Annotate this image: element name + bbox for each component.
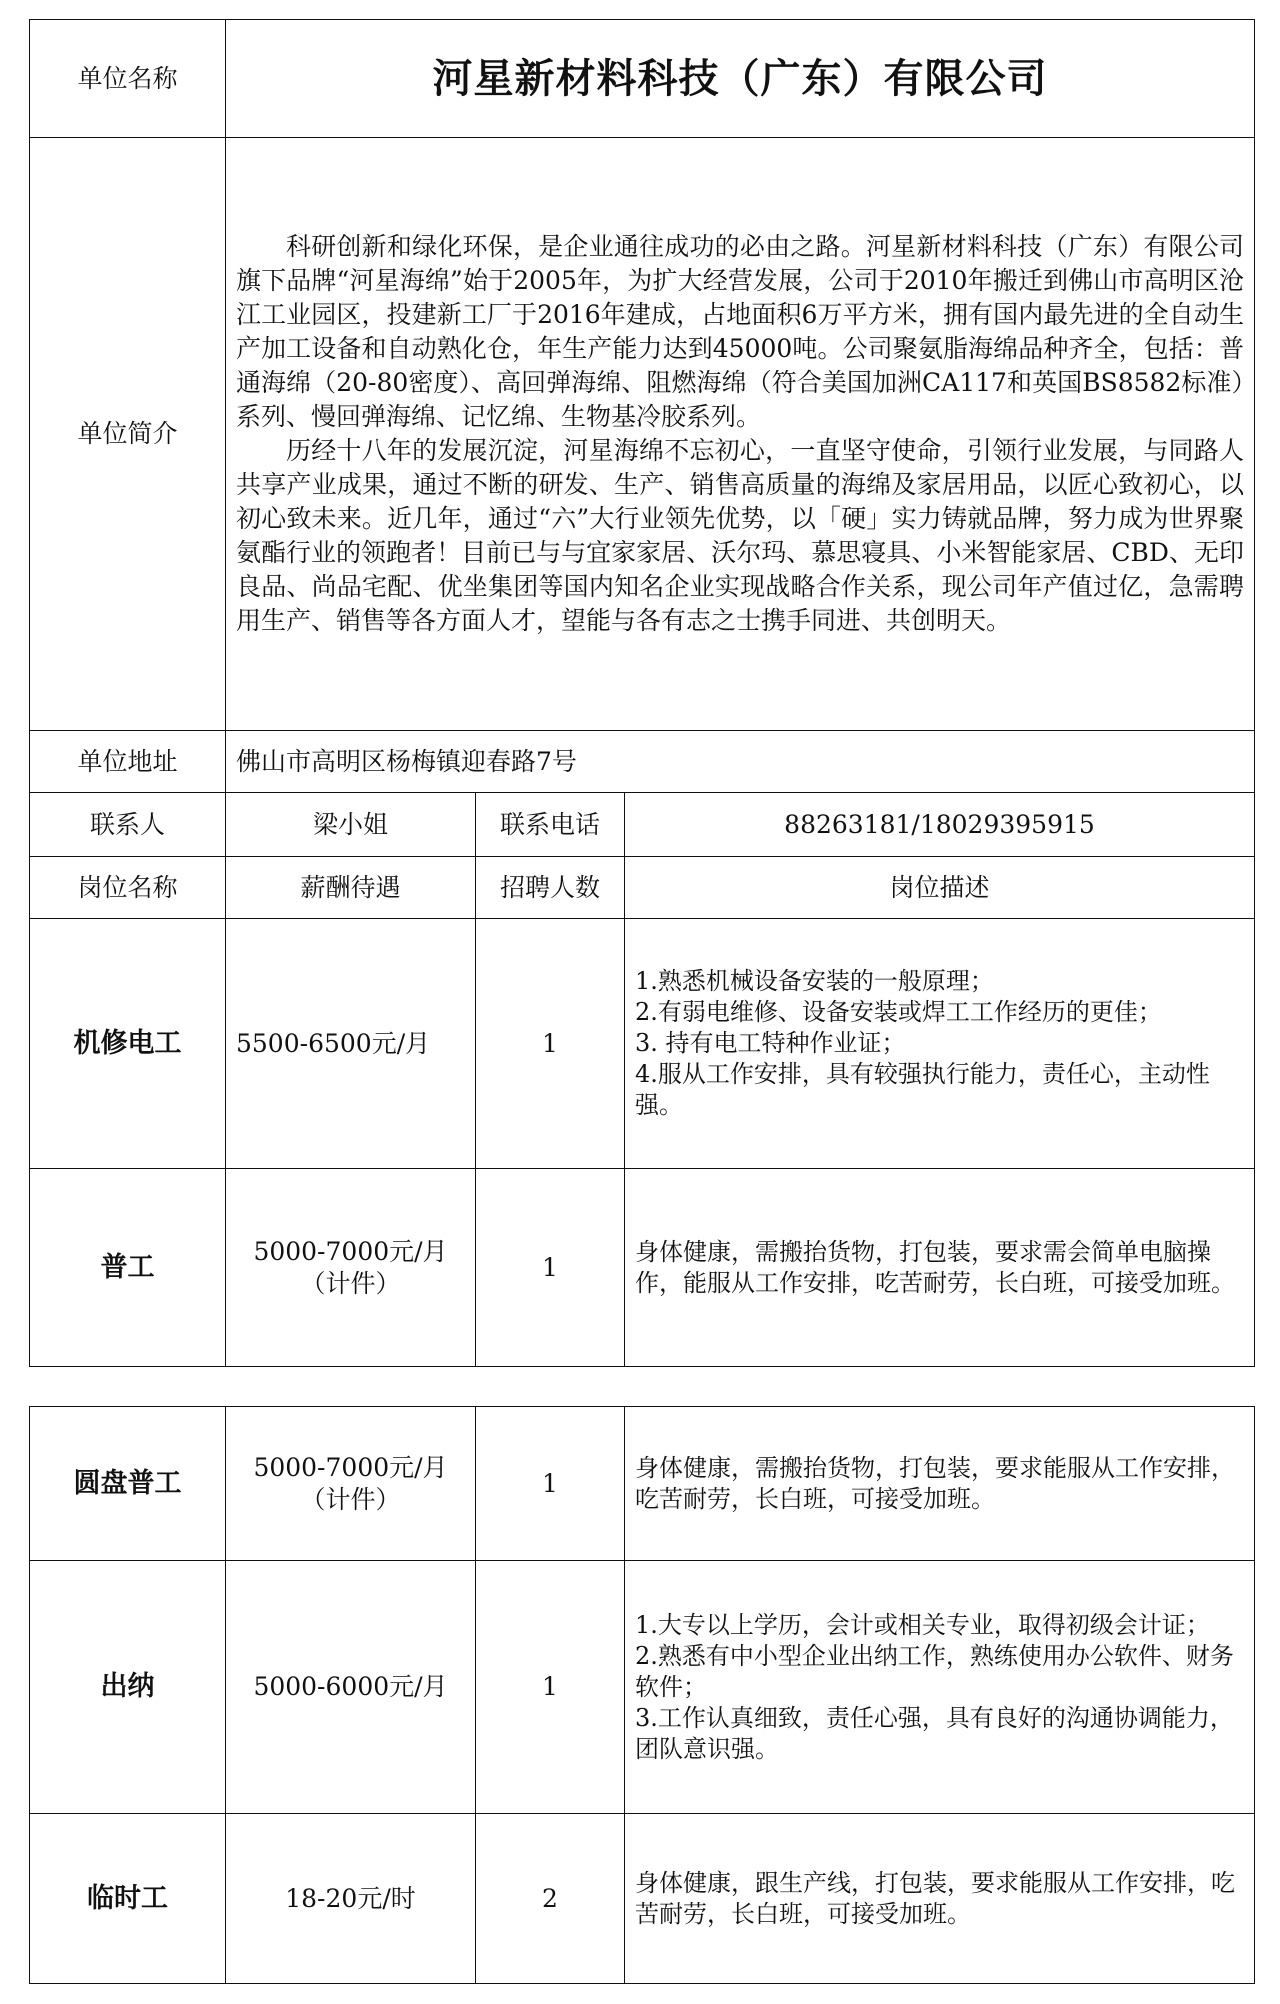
contact-row: [30, 793, 1255, 857]
job-desc-line: 3.工作认真细致，责任心强，具有良好的沟通协调能力，团队意识强。: [635, 1703, 1234, 1763]
job-salary: 5500-6500元/月: [226, 919, 476, 1169]
job-name: 普工: [30, 1169, 226, 1367]
address-row: [30, 731, 1255, 793]
job-name: 机修电工: [30, 919, 226, 1169]
job-salary: [226, 1169, 476, 1367]
job-desc-line: 身体健康，需搬抬货物，打包装，要求需会简单电脑操作，能服从工作安排，吃苦耐劳，长白班，可接受加班。: [635, 1237, 1235, 1297]
company-name: 河星新材料科技（广东）有限公司: [226, 20, 1255, 138]
phone-label: 联系电话: [476, 793, 625, 857]
table-row: [30, 1169, 1255, 1367]
job-desc-line: 身体健康，需搬抬货物，打包装，要求能服从工作安排，吃苦耐劳，长白班，可接受加班。: [635, 1453, 1235, 1513]
job-salary: 5000-6000元/月: [226, 1561, 476, 1814]
job-desc-line: 3. 持有电工特种作业证；: [635, 1029, 906, 1057]
header-desc: 岗位描述: [625, 857, 1255, 919]
company-name-label: 单位名称: [30, 20, 226, 138]
job-name: 出纳: [30, 1561, 226, 1814]
job-salary: 18-20元/时: [226, 1814, 476, 1984]
job-salary-note: （计件）: [300, 1268, 401, 1298]
job-desc-line: 2.熟悉有中小型企业出纳工作，熟练使用办公软件、财务软件；: [635, 1641, 1234, 1701]
job-salary: [226, 1407, 476, 1561]
job-salary-note: （计件）: [300, 1484, 401, 1514]
contact-label: 联系人: [30, 793, 226, 857]
header-count: 招聘人数: [476, 857, 625, 919]
job-count: 2: [476, 1814, 625, 1984]
job-desc-line: 1.大专以上学历，会计或相关专业，取得初级会计证；: [635, 1610, 1210, 1639]
company-intro-label: 单位简介: [30, 138, 226, 731]
table-row: [30, 1814, 1255, 1984]
address-value: 佛山市高明区杨梅镇迎春路7号: [226, 731, 1255, 793]
job-count: 1: [476, 1169, 625, 1367]
jobs-table-continued: [29, 1406, 1255, 1984]
company-name-row: [30, 20, 1255, 138]
table-row: [30, 1407, 1255, 1561]
table-row: [30, 1561, 1255, 1814]
company-info-table: [29, 19, 1255, 1367]
job-desc: [625, 919, 1255, 1169]
header-salary: 薪酬待遇: [226, 857, 476, 919]
address-label: 单位地址: [30, 731, 226, 793]
job-salary-amount: 5000-7000元/月: [253, 1452, 448, 1482]
phone-value: 88263181/18029395915: [625, 793, 1255, 857]
header-position: 岗位名称: [30, 857, 226, 919]
job-count: 1: [476, 919, 625, 1169]
intro-paragraph-2: 历经十八年的发展沉淀，河星海绵不忘初心，一直坚守使命，引领行业发展，与同路人共享产业成果，通过不断的研发、生产、销售高质量的海绵及家居用品，以匠心致初心，以初心致未来。近几年，通过“六”大行业领先优势，以「硬」实力铸就品牌，努力成为世界聚氨酯行业的领跑者！目前已与与宜家家居、沃尔玛、慕思寝具、小米智能家居、CBD、无印良品、尚品宅配、优坐集团等国内知名企业实现战略合作关系，现公司年产值过亿，急需聘用生产、销售等各方面人才，望能与各有志之士携手同进、共创明天。: [236, 436, 1244, 635]
contact-value: 梁小姐: [226, 793, 476, 857]
company-intro-row: [30, 138, 1255, 731]
job-count: 1: [476, 1561, 625, 1814]
job-desc: [625, 1169, 1255, 1367]
job-desc: [625, 1407, 1255, 1561]
job-desc-line: 身体健康，跟生产线，打包装，要求能服从工作安排，吃苦耐劳，长白班，可接受加班。: [635, 1868, 1235, 1928]
company-intro: [226, 138, 1255, 731]
job-name: 圆盘普工: [30, 1407, 226, 1561]
job-desc-line: 1.熟悉机械设备安装的一般原理；: [635, 967, 994, 995]
table-header-row: [30, 857, 1255, 919]
job-desc-line: 2.有弱电维修、设备安装或焊工工作经历的更佳；: [635, 998, 1162, 1026]
table-row: [30, 919, 1255, 1169]
intro-paragraph-1: 科研创新和绿化环保，是企业通往成功的必由之路。河星新材料科技（广东）有限公司旗下品牌“河星海绵”始于2005年，为扩大经营发展，公司于2010年搬迁到佛山市高明区沧江工业园区，投建新工厂于2016年建成，占地面积6万平方米，拥有国内最先进的全自动生产加工设备和自动熟化仓，年生产能力达到45000吨。公司聚氨脂海绵品种齐全，包括：普通海绵（20-80密度）、高回弹海绵、阻燃海绵（符合美国加洲CA117和英国BS8582标准）系列、慢回弹海绵、记忆绵、生物基冷胶系列。: [236, 232, 1244, 431]
job-salary-amount: 5000-7000元/月: [253, 1236, 448, 1266]
job-desc: [625, 1814, 1255, 1984]
job-count: 1: [476, 1407, 625, 1561]
job-desc-line: 4.服从工作安排，具有较强执行能力，责任心，主动性强。: [635, 1060, 1210, 1119]
job-name: 临时工: [30, 1814, 226, 1984]
job-desc: [625, 1561, 1255, 1814]
